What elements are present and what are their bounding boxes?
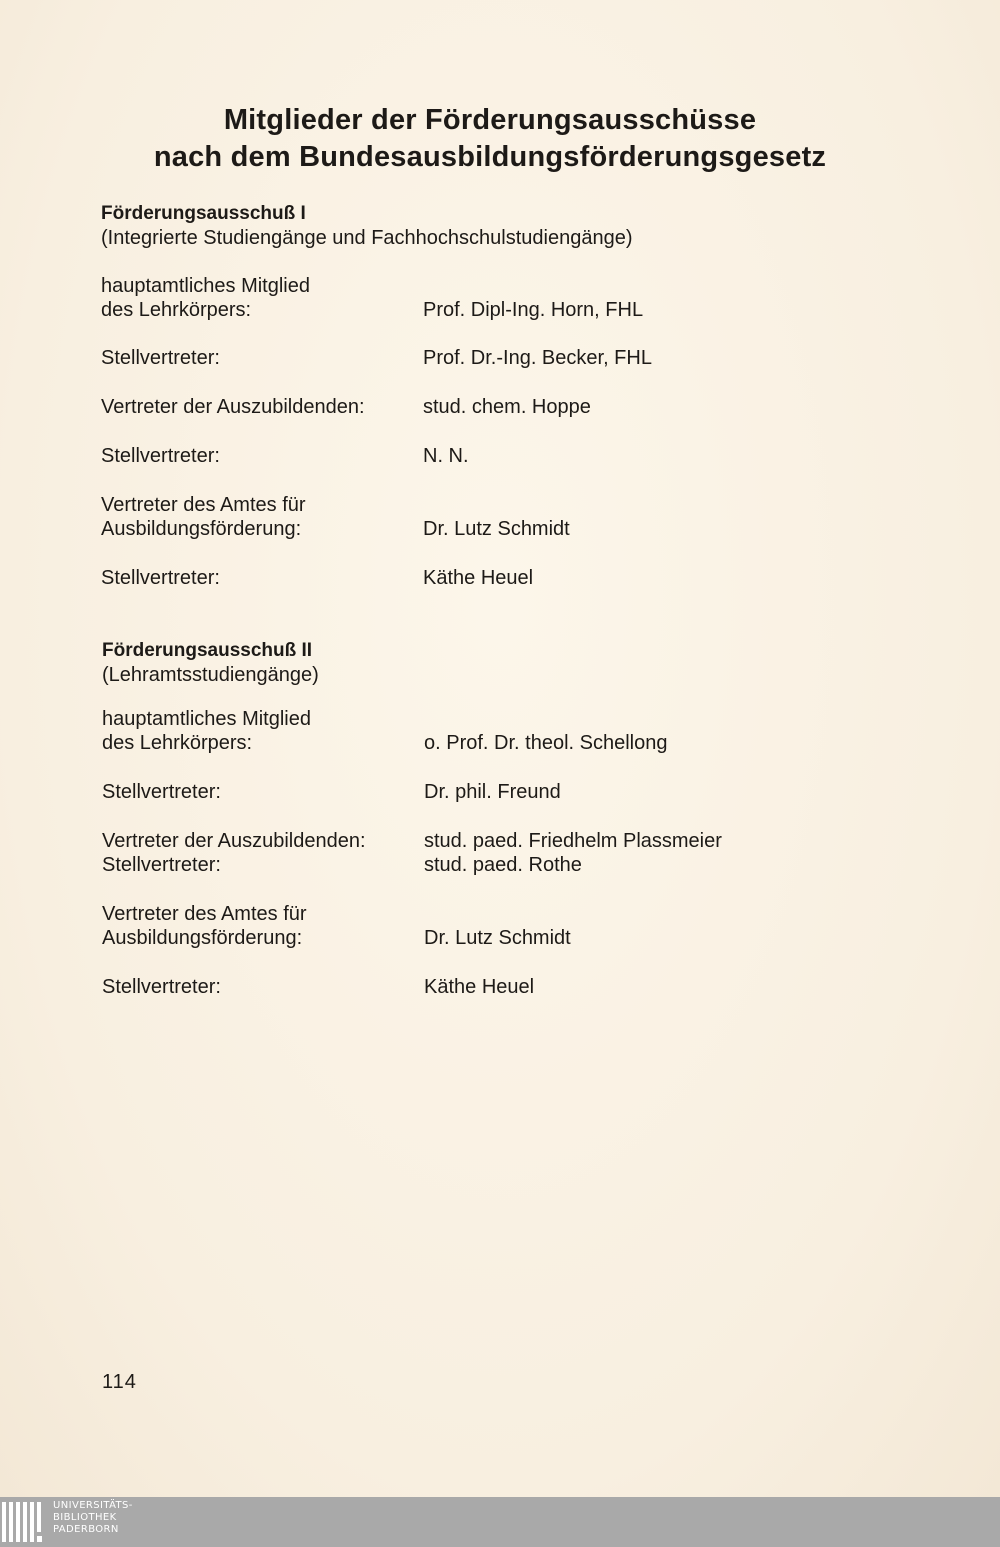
library-name-line-1: UNIVERSITÄTS- [53, 1500, 133, 1511]
row-value: Dr. Lutz Schmidt [424, 927, 571, 949]
section-2-heading: Förderungsausschuß II [102, 640, 313, 661]
library-name-line-3: PADERBORN [53, 1524, 119, 1535]
section-1-heading: Förderungsausschuß I [101, 203, 306, 224]
row-label: Vertreter der Auszubildenden: Stellvertreter: [102, 830, 366, 876]
row-value: stud. chem. Hoppe [423, 396, 591, 418]
row-label: Vertreter des Amtes für Ausbildungsförderung: [101, 494, 306, 540]
row-value: Dr. phil. Freund [424, 781, 561, 803]
library-name-line-2: BIBLIOTHEK [53, 1512, 117, 1523]
row-label: hauptamtliches Mitglied des Lehrkörpers: [101, 275, 310, 321]
row-value: stud. paed. Friedhelm Plassmeier stud. paed. Rothe [424, 830, 722, 876]
row-value: Käthe Heuel [424, 976, 535, 998]
row-value: Prof. Dipl-Ing. Horn, FHL [423, 299, 644, 321]
row-label: Stellvertreter: [101, 347, 220, 369]
row-value: o. Prof. Dr. theol. Schellong [424, 732, 668, 754]
row-label: Stellvertreter: [101, 567, 220, 589]
library-footer [0, 1497, 1000, 1547]
page-number: 114 [102, 1371, 137, 1393]
row-value: N. N. [423, 445, 469, 467]
row-label: Vertreter der Auszubildenden: [101, 396, 365, 418]
page-title-line-1: Mitglieder der Förderungsausschüsse [223, 104, 757, 136]
row-label: Stellvertreter: [101, 445, 220, 467]
section-2-subheading: (Lehramtsstudiengänge) [102, 664, 319, 686]
section-1-subheading: (Integrierte Studiengänge und Fachhochschulstudiengänge) [101, 227, 633, 249]
row-label: hauptamtliches Mitglied des Lehrkörpers: [102, 708, 311, 754]
page-title-line-2: nach dem Bundesausbildungsförderungsgesetz [153, 141, 827, 173]
row-label: Vertreter des Amtes für Ausbildungsförderung: [102, 903, 307, 949]
library-logo-icon [2, 1500, 46, 1544]
row-label: Stellvertreter: [102, 781, 221, 803]
row-value: Dr. Lutz Schmidt [423, 518, 570, 540]
row-value: Prof. Dr.-Ing. Becker, FHL [423, 347, 652, 369]
library-name [53, 1500, 133, 1536]
row-label: Stellvertreter: [102, 976, 221, 998]
row-value: Käthe Heuel [423, 567, 534, 589]
